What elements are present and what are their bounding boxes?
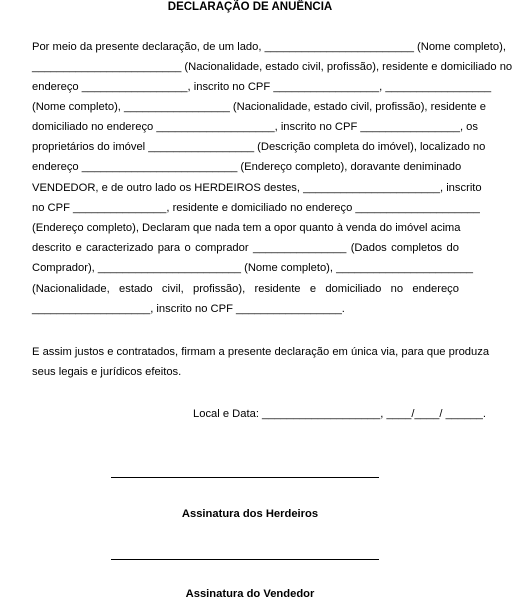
- paragraph1-line-14: ___________________, inscrito no CPF _________________.: [32, 303, 345, 315]
- paragraph1-line-8: VENDEDOR, e de outro lado os HERDEIROS destes, ______________________, inscrito: [32, 182, 482, 194]
- paragraph1-line-10: (Endereço completo), Declaram que nada tem a opor quanto à venda do imóvel acima: [32, 222, 461, 234]
- paragraph1-line-11: descrito e caracterizado para o comprador _______________ (Dados completos do: [32, 242, 459, 254]
- local-and-date: Local e Data: ___________________, ____/____/ ______.: [193, 408, 487, 420]
- paragraph1-line-2: ________________________ (Nacionalidade, estado civil, profissão), residente e domiciliado no: [32, 61, 512, 73]
- paragraph1-line-6: proprietários do imóvel _________________ (Descrição completa do imóvel), localizado no: [32, 141, 486, 153]
- paragraph1-line-13: (Nacionalidade, estado civil, profissão), residente e domiciliado no endereço: [32, 283, 459, 295]
- heirs-signature-line: [111, 477, 379, 478]
- paragraph1-line-4: (Nome completo), _________________ (Nacionalidade, estado civil, profissão), residente e: [32, 101, 486, 113]
- seller-signature-label: Assinatura do Vendedor: [185, 588, 315, 600]
- paragraph2-line-1: E assim justos e contratados, firmam a presente declaração em única via, para que produza: [32, 346, 490, 358]
- paragraph1-line-9: no CPF _______________, residente e domiciliado no endereço ____________________: [32, 202, 480, 214]
- paragraph2-line-2: seus legais e jurídicos efeitos.: [32, 366, 182, 378]
- seller-signature-line: [111, 559, 379, 560]
- paragraph1-line-12: Comprador), _______________________ (Nome completo), ______________________: [32, 262, 474, 274]
- heirs-signature-label: Assinatura dos Herdeiros: [181, 508, 319, 520]
- paragraph1-line-3: endereço _________________, inscrito no CPF _________________, _________________: [32, 81, 492, 93]
- paragraph1-line-1: Por meio da presente declaração, de um lado, ________________________ (Nome completo),: [32, 41, 506, 53]
- paragraph1-line-7: endereço _________________________ (Endereço completo), doravante deniminado: [32, 161, 462, 173]
- paragraph1-line-5: domiciliado no endereço ___________________, inscrito no CPF ________________, os: [32, 121, 478, 133]
- document-title: DECLARAÇÃO DE ANUÊNCIA: [167, 1, 333, 13]
